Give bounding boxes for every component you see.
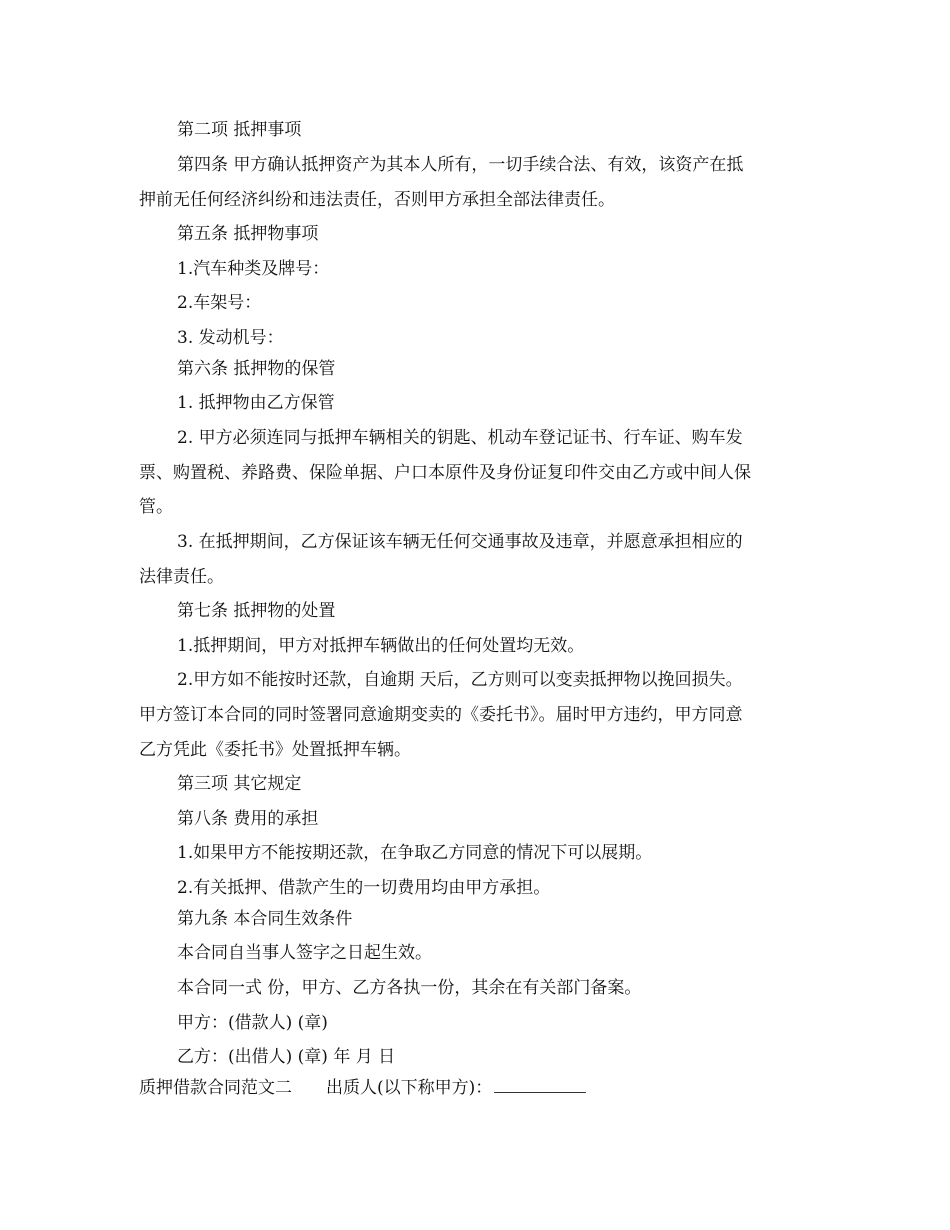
clause-heading: 第九条 本合同生效条件 — [177, 909, 353, 929]
paragraph-continuation: 票、购置税、养路费、保险单据、户口本原件及身份证复印件交由乙方或中间人保 — [139, 463, 751, 483]
paragraph-continuation: 乙方凭此《委托书》处置抵押车辆。 — [139, 740, 411, 760]
clause-heading: 第五条 抵押物事项 — [177, 224, 319, 244]
list-item: 2.甲方如不能按时还款，自逾期 天后，乙方则可以变卖抵押物以挽回损失。 — [177, 670, 743, 690]
clause-paragraph: 第四条 甲方确认抵押资产为其本人所有，一切手续合法、有效，该资产在抵 — [177, 155, 744, 175]
list-item: 1. 抵押物由乙方保管 — [177, 393, 335, 413]
list-item: 3. 发动机号： — [177, 328, 284, 348]
pledgor-blank-line — [494, 1076, 586, 1093]
paragraph-continuation: 押前无任何经济纠纷和违法责任，否则甲方承担全部法律责任。 — [139, 190, 615, 210]
footer-title: 质押借款合同范文二 — [139, 1078, 292, 1098]
clause-heading: 第八条 费用的承担 — [177, 809, 319, 829]
list-item: 1.抵押期间，甲方对抵押车辆做出的任何处置均无效。 — [177, 636, 585, 656]
paragraph-continuation: 甲方签订本合同的同时签署同意逾期变卖的《委托书》。届时甲方违约，甲方同意 — [139, 705, 743, 725]
section-heading: 第三项 其它规定 — [177, 774, 302, 794]
paragraph: 本合同一式 份，甲方、乙方各执一份，其余在有关部门备案。 — [177, 978, 642, 998]
paragraph-continuation: 法律责任。 — [139, 567, 224, 587]
signature-party-b: 乙方：(出借人) (章) 年 月 日 — [177, 1047, 396, 1067]
list-item: 1.汽车种类及牌号： — [177, 259, 330, 279]
clause-heading: 第七条 抵押物的处置 — [177, 601, 336, 621]
paragraph-continuation: 管。 — [139, 497, 173, 517]
footer-line — [0, 1076, 950, 1100]
clause-heading: 第六条 抵押物的保管 — [177, 359, 336, 379]
list-item: 3. 在抵押期间，乙方保证该车辆无任何交通事故及违章，并愿意承担相应的 — [177, 532, 743, 552]
paragraph: 本合同自当事人签字之日起生效。 — [177, 943, 432, 963]
footer-pledgor-label: 出质人(以下称甲方)： — [326, 1078, 493, 1098]
section-heading: 第二项 抵押事项 — [177, 120, 302, 140]
signature-party-a: 甲方：(借款人) (章) — [177, 1013, 328, 1033]
list-item: 2.车架号： — [177, 293, 262, 313]
list-item: 1.如果甲方不能按期还款，在争取乙方同意的情况下可以展期。 — [177, 843, 653, 863]
list-item: 2.有关抵押、借款产生的一切费用均由甲方承担。 — [177, 878, 551, 898]
list-item: 2. 甲方必须连同与抵押车辆相关的钥匙、机动车登记证书、行车证、购车发 — [177, 428, 743, 448]
